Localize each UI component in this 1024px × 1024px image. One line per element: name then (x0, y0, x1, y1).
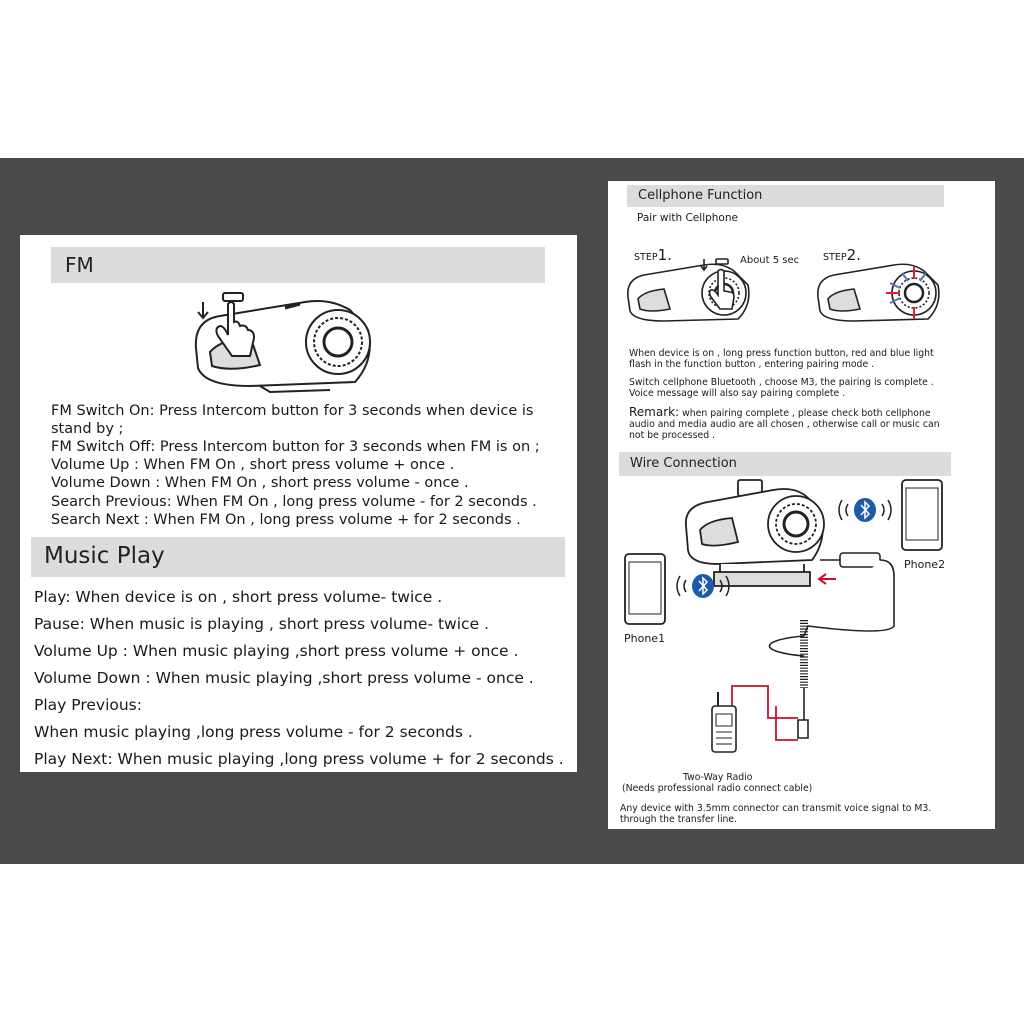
fm-device-illustration (190, 290, 400, 395)
pair-subheading: Pair with Cellphone (637, 212, 738, 224)
fm-music-panel (20, 235, 577, 772)
music-line: Volume Up : When music playing ,short press volume + once . (34, 642, 519, 660)
step2-label: STEP2. (823, 246, 861, 264)
fm-line: FM Switch Off: Press Intercom button for 3 seconds when FM is on ; (51, 439, 540, 455)
music-line: Play: When device is on , short press volume- twice . (34, 588, 443, 606)
arrow-down-icon (198, 302, 208, 318)
bluetooth-icon (839, 498, 891, 522)
music-line: Volume Down : When music playing ,short press volume - once . (34, 669, 534, 687)
arrow-left-icon (819, 574, 836, 584)
pairing-paragraph-1: When device is on , long press function button, red and blue light flash in the function button , entering pairing mode . (629, 348, 934, 370)
phone2-icon (902, 480, 942, 550)
step1-device-illustration (624, 257, 764, 327)
step2-device-illustration (814, 257, 954, 327)
radio-note: (Needs professional radio connect cable) (622, 783, 813, 794)
fm-line: Volume Up : When FM On , short press volume + once . (51, 457, 455, 473)
music-play-heading (31, 537, 565, 577)
wire-connection-heading (619, 452, 951, 476)
music-line: When music playing ,long press volume - for 2 seconds . (34, 723, 473, 741)
music-line: Play Previous: (34, 696, 142, 714)
cellphone-heading-text: Cellphone Function (638, 188, 763, 203)
wire-connection-diagram (608, 476, 995, 776)
step1-label: STEP1. (634, 246, 672, 264)
music-line: Pause: When music is playing , short press volume- twice . (34, 615, 489, 633)
radio-title: Two-Way Radio (683, 772, 753, 783)
wire-heading-text: Wire Connection (630, 456, 737, 471)
fm-heading-text: FM (65, 253, 94, 277)
fm-heading (51, 247, 545, 283)
cellphone-heading (627, 185, 944, 207)
fm-line: Search Previous: When FM On , long press volume - for 2 seconds . (51, 494, 537, 510)
phone2-label: Phone2 (904, 558, 946, 571)
wire-footer: Any device with 3.5mm connector can transmit voice signal to M3. through the transfer line. (620, 803, 932, 825)
music-play-heading-text: Music Play (44, 543, 165, 569)
fm-line: stand by ; (51, 421, 124, 437)
phone1-icon (625, 554, 665, 624)
fm-line: FM Switch On: Press Intercom button for 3 seconds when device is (51, 403, 534, 419)
music-line: Play Next: When music playing ,long press volume + for 2 seconds . (34, 750, 564, 768)
remark-paragraph: Remark: when pairing complete , please check both cellphone audio and media audio are all chosen , otherwise call or music can not be processed . (629, 405, 940, 441)
fm-line: Search Next : When FM On , long press volume + for 2 seconds . (51, 512, 521, 528)
about-5-sec: About 5 sec (740, 255, 800, 266)
fm-line: Volume Down : When FM On , short press volume - once . (51, 475, 469, 491)
remark-label: Remark: (629, 405, 680, 419)
cellphone-wire-panel (608, 181, 995, 829)
phone1-label: Phone1 (624, 632, 666, 645)
pairing-paragraph-2: Switch cellphone Bluetooth , choose M3, the pairing is complete . Voice message will also say pairing complete . (629, 377, 934, 399)
